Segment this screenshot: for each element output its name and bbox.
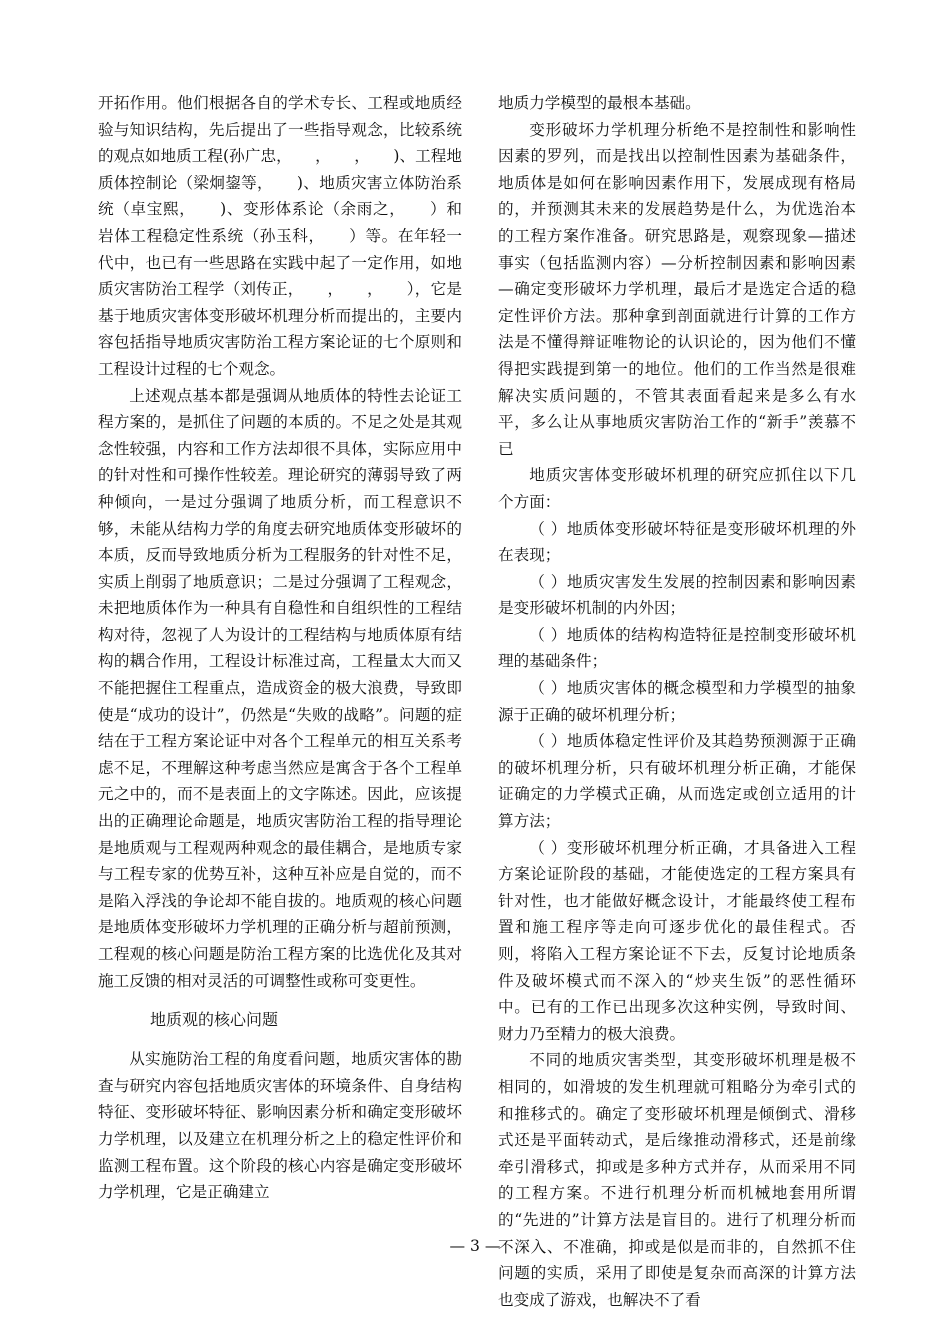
left-column [98,90,462,1206]
body-paragraph: 从实施防治工程的角度看问题，地质灾害体的勘查与研究内容包括地质灾害体的环境条件、自身结构特征、变形破坏特征、影响因素分析和确定变形破坏力学机理，以及建立在机理分析之上的稳定性评价和监测工程布置。这个阶段的核心内容是确定变形破坏力学机理，它是正确建立 [98,1050,462,1202]
page-number: — 3 — [449,1237,501,1255]
list-item: （ ）地质体稳定性评价及其趋势预测源于正确的破坏机理分析，只有破坏机理分析正确，才能保证确定的力学模式正确，从而选定或创立适用的计算方法； [498,732,856,831]
list-item: （ ）地质灾害发生发展的控制因素和影响因素是变形破坏机制的内外因； [498,572,856,618]
body-paragraph: 上述观点基本都是强调从地质体的特性去论证工程方案的，是抓住了问题的本质的。不足之处是其观念性较强，内容和工作方法却很不具体，实际应用中的针对性和可操作性较差。理论研究的薄弱导致了两种倾向，一是过分强调了地质分析，而工程意识不够，未能从结构力学的角度去研究地质体变形破坏的本质，反而导致地质分析为工程服务的针对性不足，实质上削弱了地质意识；二是过分强调了工程观念，未把地质体作为一种具有自稳性和自组织性的工程结构对待，忽视了人为设计的工程结构与地质体原有结构的耦合作用，工程设计标准过高，工程量太大而又不能把握住工程重点，造成资金的极大浪费，导致即使是“成功的设计”，仍然是“失败的战略”。问题的症结在于工程方案论证中对各个工程单元的相互关系考虑不足，不理解这种考虑当然应是寓含于各个工程单元之中的，而不是表面上的文字陈述。因此，应该提出的正确理论命题是，地质灾害防治工程的指导理论是地质观与工程观两种观念的最佳耦合，是地质专家与工程专家的优势互补，这种互补应是自觉的，而不是陷入浮浅的争论却不能自拔的。地质观的核心问题是地质体变形破坏力学机理的正确分析与超前预测，工程观的核心问题是防治工程方案的比选优化及其对施工反馈的相对灵活的可调整性或称可变更性。 [98,386,462,990]
list-item: （ ）地质灾害体的概念模型和力学模型的抽象源于正确的破坏机理分析； [498,679,856,724]
body-paragraph: 不同的地质灾害类型，其变形破坏机理是极不相同的，如滑坡的发生机理就可粗略分为牵引式的和推移式的。确定了变形破坏机理是倾倒式、滑移式还是平面转动式，是后缘推动滑移式，还是前缘牵引滑移式，抑或是多种方式并存，从而采用不同的工程方案。不进行机理分析而机械地套用所谓的“先进的”计算方法是盲目的。进行了机理分析而不深入、不准确，抑或是似是而非的，自然抓不住问题的实质，采用了即使是复杂而高深的计算方法也变成了游戏，也解决不了看 [498,1051,856,1309]
body-paragraph: 变形破坏力学机理分析绝不是控制性和影响性因素的罗列，而是找出以控制性因素为基础条件，地质体是如何在影响因素作用下，发展成现有格局的，并预测其未来的发展趋势是什么，为优选治本的工程方案作准备。研究思路是，观察现象—描述事实（包括监测内容）—分析控制因素和影响因素—确定变形破坏力学机理，最后才是选定合适的稳定性评价方法。那种拿到剖面就进行计算的工作方法是不懂得辩证唯物论的认识论的，因为他们不懂得把实践提到第一的地位。他们的工作当然是很难解决实质问题的，不管其表面看起来是多么有水平，多么让从事地质灾害防治工作的“新手”羡慕不已 [498,120,856,458]
body-paragraph: 地质灾害体变形破坏机理的研究应抓住以下几个方面： [498,466,856,511]
right-column [498,90,856,1313]
section-heading: 地质观的核心问题 [150,1010,279,1030]
body-paragraph: 开拓作用。他们根据各自的学术专长、工程或地质经验与知识结构，先后提出了一些指导观念，比较系统的观点如地质工程(孙广忠， ， ， )、工程地质体控制论（梁炯鋆等， )、地质灾害立体防治系统（卓宝熙， )、变形体系论（余雨之， ）和岩体工程稳定性系统（孙玉科， ）等。在年轻一代中，也已有一些思路在实践中起了一定作用，如地质灾害防治工程学（刘传正， ， ， ），它是基于地质灾害体变形破坏机理分析而提出的，主要内容包括指导地质灾害防治工程方案论证的七个原则和工程设计过程的七个观念。 [98,94,462,378]
list-item: （ ）地质体的结构构造特征是控制变形破坏机理的基础条件； [498,625,856,671]
body-paragraph: 地质力学模型的最根本基础。 [498,94,701,112]
list-item: （ ）变形破坏机理分析正确，才具备进入工程方案论证阶段的基础，才能使选定的工程方案具有针对性，也才能做好概念设计，才能最终使工程布置和施工程序等走向可逐步优化的最佳程式。否则，将陷入工程方案论证不下去，反复讨论地质条件及破坏模式而不深入的“炒夹生饭”的恶性循环中。已有的工作已出现多次这种实例，导致时间、财力乃至精力的极大浪费。 [498,838,856,1043]
list-item: （ ）地质体变形破坏特征是变形破坏机理的外在表现； [498,519,856,565]
